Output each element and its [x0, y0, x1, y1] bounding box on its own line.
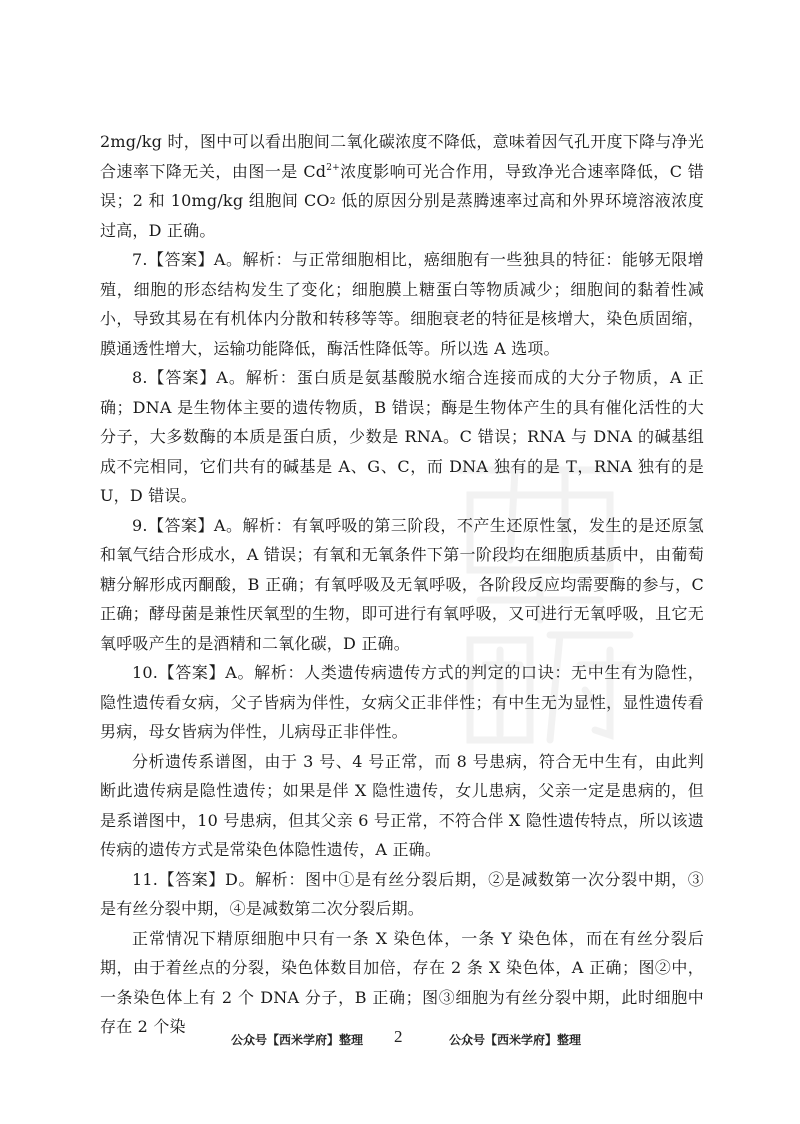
answer-8: 8.【答案】A。解析：蛋白质是氨基酸脱水缩合连接而成的大分子物质，A 正确；DNA 是生物体主要的遗传物质，B 错误；酶是生物体产生的具有催化活性的大分子，大多数酶的本质是蛋白质，少数是 RNA。C 错误；RNA 与 DNA 的碱基组成不完相同，它们共有的碱基是 A、G、C，而 DNA 独有的是 T，RNA 独有的是 U，D 错误。 [100, 368, 704, 505]
subscript-number: 2 [329, 197, 336, 207]
answer-10: 10.【答案】A。解析：人类遗传病遗传方式的判定的口诀：无中生有为隐性，隐性遗传看女病，父子皆病为伴性，女病父正非伴性；有中生无为显性，显性遗传看男病，母女皆病为伴性，儿病母正非伴性。 [100, 663, 704, 741]
answer-11-detail: 正常情况下精原细胞中只有一条 X 染色体，一条 Y 染色体，而在有丝分裂后期，由于着丝点的分裂，染色体数目加倍，存在 2 条 X 染色体，A 正确；图②中，一条染色体上有 2 个 DNA 分子，B 正确；图③细胞为有丝分裂中期，此时细胞中存在 2 个染 [100, 928, 704, 1036]
page-number: 2 [394, 1027, 403, 1046]
answer-11: 11.【答案】D。解析：图中①是有丝分裂后期，②是减数第一次分裂中期，③是有丝分裂中期，④是减数第二次分裂后期。 [100, 869, 704, 918]
paragraph-text: 2mg/kg 时，图中可以看出胞间二氧化碳浓度不降低，意味着因气孔开度下降与净光合速率下降无关，由图一是 Cd [100, 132, 704, 181]
answer-10-pedigree-analysis: 分析遗传系谱图，由于 3 号、4 号正常，而 8 号患病，符合无中生有，由此判断此遗传病是隐性遗传；如果是伴 X 隐性遗传，女儿患病，父亲一定是患病的，但是系谱图中，10 号患病，但其父亲 6 号正常，不符合伴 X 隐性遗传特点，所以该遗传病的遗传方式是常染色体隐性遗传，A 正确。 [100, 751, 704, 859]
answer-analysis-body [100, 127, 704, 1042]
paragraph-text: 低的原因分别是蒸腾速率过高和外界环境溶液浓度过高，D 正确。 [100, 191, 704, 240]
paragraph-text: 浓度影响可光合作用，导致净光合速率降低，C 错误；2 和 10mg/kg 组胞间 CO [100, 161, 704, 210]
footer-source-left: 公众号【西米学府】整理 [231, 1033, 364, 1047]
page-footer [0, 1027, 800, 1057]
footer-source-right: 公众号【西米学府】整理 [449, 1033, 582, 1047]
superscript-charge: 2+ [326, 162, 340, 173]
answer-7: 7.【答案】A。解析：与正常细胞相比，癌细胞有一些独具的特征：能够无限增殖，细胞的形态结构发生了变化；细胞膜上糖蛋白等物质减少；细胞间的黏着性减小，导致其易在有机体内分散和转移等等。细胞衰老的特征是核增大，染色质固缩，膜通透性增大，运输功能降低，酶活性降低等。所以选 A 选项。 [100, 250, 704, 358]
paragraph-cadmium-conclusion [100, 127, 704, 245]
answer-9: 9.【答案】A。解析：有氧呼吸的第三阶段，不产生还原性氢，发生的是还原氢和氧气结合形成水，A 错误；有氧和无氧条件下第一阶段均在细胞质基质中，由葡萄糖分解形成丙酮酸，B 正确；有氧呼吸及无氧呼吸，各阶段反应均需要酶的参与，C 正确；酵母菌是兼性厌氧型的生物，即可进行有氧呼吸，又可进行无氧呼吸，且它无氧呼吸产生的是酒精和二氧化碳，D 正确。 [100, 515, 704, 653]
